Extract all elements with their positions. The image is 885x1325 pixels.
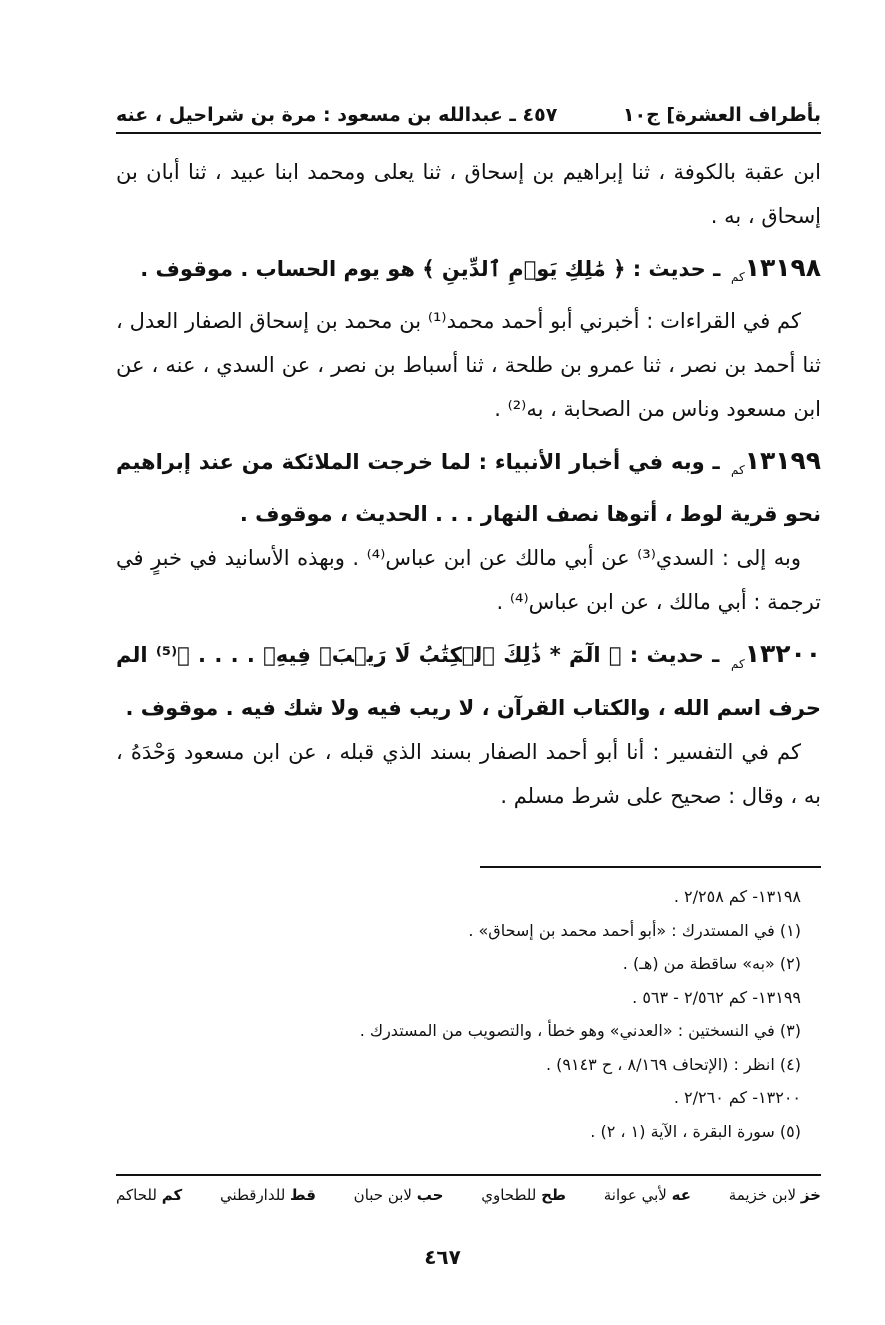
footnote: (٢) «به» ساقطة من (هـ) . xyxy=(622,954,801,973)
footnote: ١٣١٩٩- كم ٢/٥٦٢ - ٥٦٣ . xyxy=(632,987,801,1007)
siglum-item: قط للدارقطني xyxy=(219,1186,316,1204)
siglum-item: طح للطحاوي xyxy=(481,1186,567,1204)
entry-lead: ـ حديث : ﴿ الٓمٓ * ذَٰلِكَ ٱلۡكِتَٰبُ لَا رَيۡبَۛ فِيهِۛ . . . . ﴾⁽⁵⁾ الم حرف اسم الله ، والكتاب القرآن ، لا ريب فيه ولا شك فيه . موقوف . xyxy=(116,643,821,720)
footnote: (٤) انظر : (الإتحاف ٨/١٦٩ ، ح ٩١٤٣) . xyxy=(545,1054,801,1074)
entry-13199-isnad: وبه إلى : السدي⁽³⁾ عن أبي مالك عن ابن عباس⁽⁴⁾ . وبهذه الأسانيد في خبرٍ في ترجمة : أبي مالك ، عن ابن عباس⁽⁴⁾ . xyxy=(116,546,821,615)
siglum-item: كم للحاكم xyxy=(116,1186,183,1204)
entry-13200 xyxy=(116,632,821,729)
header-rule xyxy=(116,132,821,134)
siglum-item: حب لابن حبان xyxy=(353,1186,444,1204)
source-siglum: كم xyxy=(731,463,745,478)
footnote: ١٣١٩٨- كم ٢/٢٥٨ . xyxy=(673,887,801,906)
footnotes xyxy=(116,880,821,1148)
entry-lead: ـ حديث : ﴿ مَٰلِكِ يَوۡمِ ٱلدِّينِ ﴾ هو يوم الحساب . موقوف . xyxy=(140,257,721,281)
sigla-key xyxy=(116,1186,821,1204)
footnote: (٥) سورة البقرة ، الآية (١ ، ٢) . xyxy=(590,1121,801,1141)
source-siglum: كم xyxy=(730,656,745,671)
footnote: (١) في المستدرك : «أبو أحمد محمد بن إسحاق» . xyxy=(468,920,801,940)
header-section: ٤٥٧ ـ عبدالله بن مسعود : مرة بن شراحيل ، عنه xyxy=(116,104,558,126)
running-header xyxy=(116,86,821,126)
entry-number: ١٣١٩٩ xyxy=(744,446,821,476)
entry-13199 xyxy=(116,439,821,536)
footnote-rule xyxy=(480,866,821,868)
main-text xyxy=(116,150,821,818)
siglum-item: خز لابن خزيمة xyxy=(728,1186,821,1204)
sigla-rule xyxy=(116,1174,821,1176)
continuation-paragraph: ابن عقبة بالكوفة ، ثنا إبراهيم بن إسحاق ، ثنا يعلى ومحمد ابنا عبيد ، ثنا أبان بن إسحاق ، به . xyxy=(116,160,821,228)
footnote: (٣) في النسختين : «العدني» وهو خطأ ، والتصويب من المستدرك . xyxy=(359,1021,801,1040)
header-volume: بأطراف العشرة] ج١٠ xyxy=(622,104,821,126)
entry-number: ١٣١٩٨ xyxy=(744,253,821,282)
footnote: ١٣٢٠٠- كم ٢/٢٦٠ . xyxy=(673,1088,801,1107)
entry-number: ١٣٢٠٠ xyxy=(744,639,821,669)
entry-lead: ـ وبه في أخبار الأنبياء : لما خرجت الملائكة من عند إبراهيم نحو قرية لوط ، أتوها نصف النهار . . . الحديث ، موقوف . xyxy=(116,450,821,527)
siglum-item: عه لأبي عوانة xyxy=(603,1186,691,1204)
entry-13200-isnad: كم في التفسير : أنا أبو أحمد الصفار بسند الذي قبله ، عن ابن مسعود وَحْدَهُ ، به ، وقال : صحيح على شرط مسلم . xyxy=(116,739,821,808)
entry-13198 xyxy=(116,246,821,299)
entry-13198-isnad: كم في القراءات : أخبرني أبو أحمد محمد⁽¹⁾ بن محمد بن إسحاق الصفار العدل ، ثنا أحمد بن نصر ، ثنا عمرو بن طلحة ، ثنا أسباط بن نصر ، عن السدي ، عنه ، عن ابن مسعود وناس من الصحابة ، به⁽²⁾ . xyxy=(116,309,821,422)
source-siglum: كم xyxy=(731,270,745,285)
page-number: ٤٦٧ xyxy=(424,1245,461,1269)
